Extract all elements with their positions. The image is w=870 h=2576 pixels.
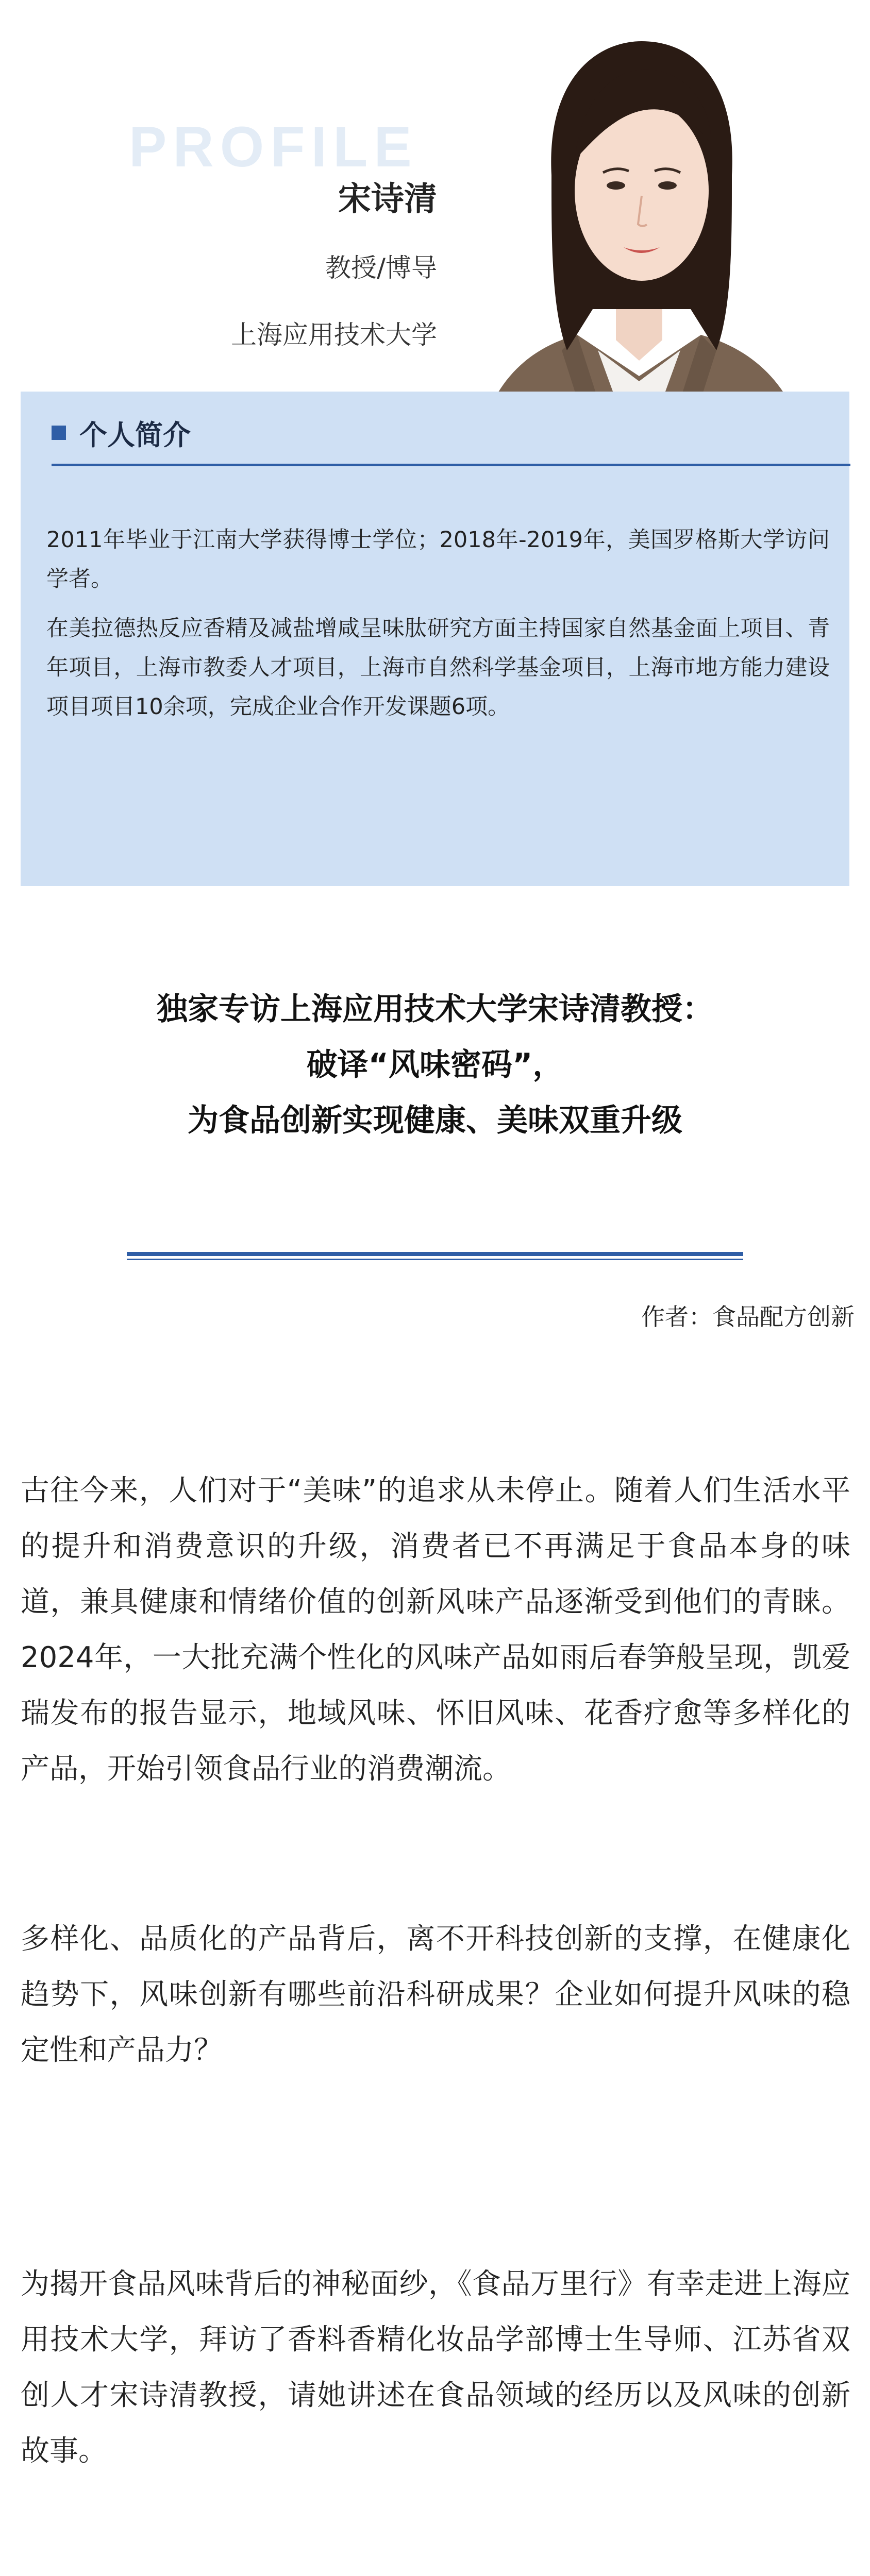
professor-name: 宋诗清	[338, 180, 437, 218]
body-paragraph: 古往今来，人们对于“美味”的追求从未停止。随着人们生活水平的提升和消费意识的升级，消费者已不再满足于食品本身的味道，兼具健康和情绪价值的创新风味产品逐渐受到他们的青睐。2024年，一大批充满个性化的风味产品如雨后春笋般呈现，凯爱瑞发布的报告显示，地域风味、怀旧风味、花香疗愈等多样化的产品，开始引领食品行业的消费潮流。	[21, 1474, 850, 1786]
headline-line-3: 为食品创新实现健康、美味双重升级	[188, 1103, 682, 1139]
headline-divider-thin	[127, 1259, 743, 1260]
heading-square-icon	[52, 426, 66, 440]
intro-box	[21, 392, 849, 886]
body-paragraph: 多样化、品质化的产品背后，离不开科技创新的支撑，在健康化趋势下，风味创新有哪些前沿科研成果？企业如何提升风味的稳定性和产品力？	[21, 1922, 850, 2067]
intro-paragraph: 2011年毕业于江南大学获得博士学位；2018年-2019年，美国罗格斯大学访问学者。	[46, 527, 830, 592]
author-line: 作者：食品配方创新	[641, 1303, 855, 1331]
intro-heading-row	[52, 402, 850, 466]
body-paragraph: 为揭开食品风味背后的神秘面纱，《食品万里行》有幸走进上海应用技术大学，拜访了香料香精化妆品学部博士生导师、江苏省双创人才宋诗清教授，请她讲述在食品领域的经历以及风味的创新故事。	[21, 2267, 850, 2468]
intro-text	[46, 520, 830, 737]
intro-heading: 个人简介	[79, 418, 191, 451]
headline-line-2: 破译“风味密码”，	[306, 1047, 564, 1083]
headline-divider	[127, 1252, 743, 1256]
headline-line-1: 独家专访上海应用技术大学宋诗清教授：	[157, 991, 713, 1027]
professor-university: 上海应用技术大学	[231, 320, 437, 350]
article-headline	[0, 981, 870, 1148]
profile-watermark: PROFILE	[129, 115, 418, 179]
professor-title: 教授/博导	[325, 253, 437, 283]
intro-paragraph: 在美拉德热反应香精及减盐增咸呈味肽研究方面主持国家自然基金面上项目、青年项目，上海市教委人才项目，上海市自然科学基金项目，上海市地方能力建设项目项目10余项，完成企业合作开发课题6项。	[46, 616, 830, 720]
